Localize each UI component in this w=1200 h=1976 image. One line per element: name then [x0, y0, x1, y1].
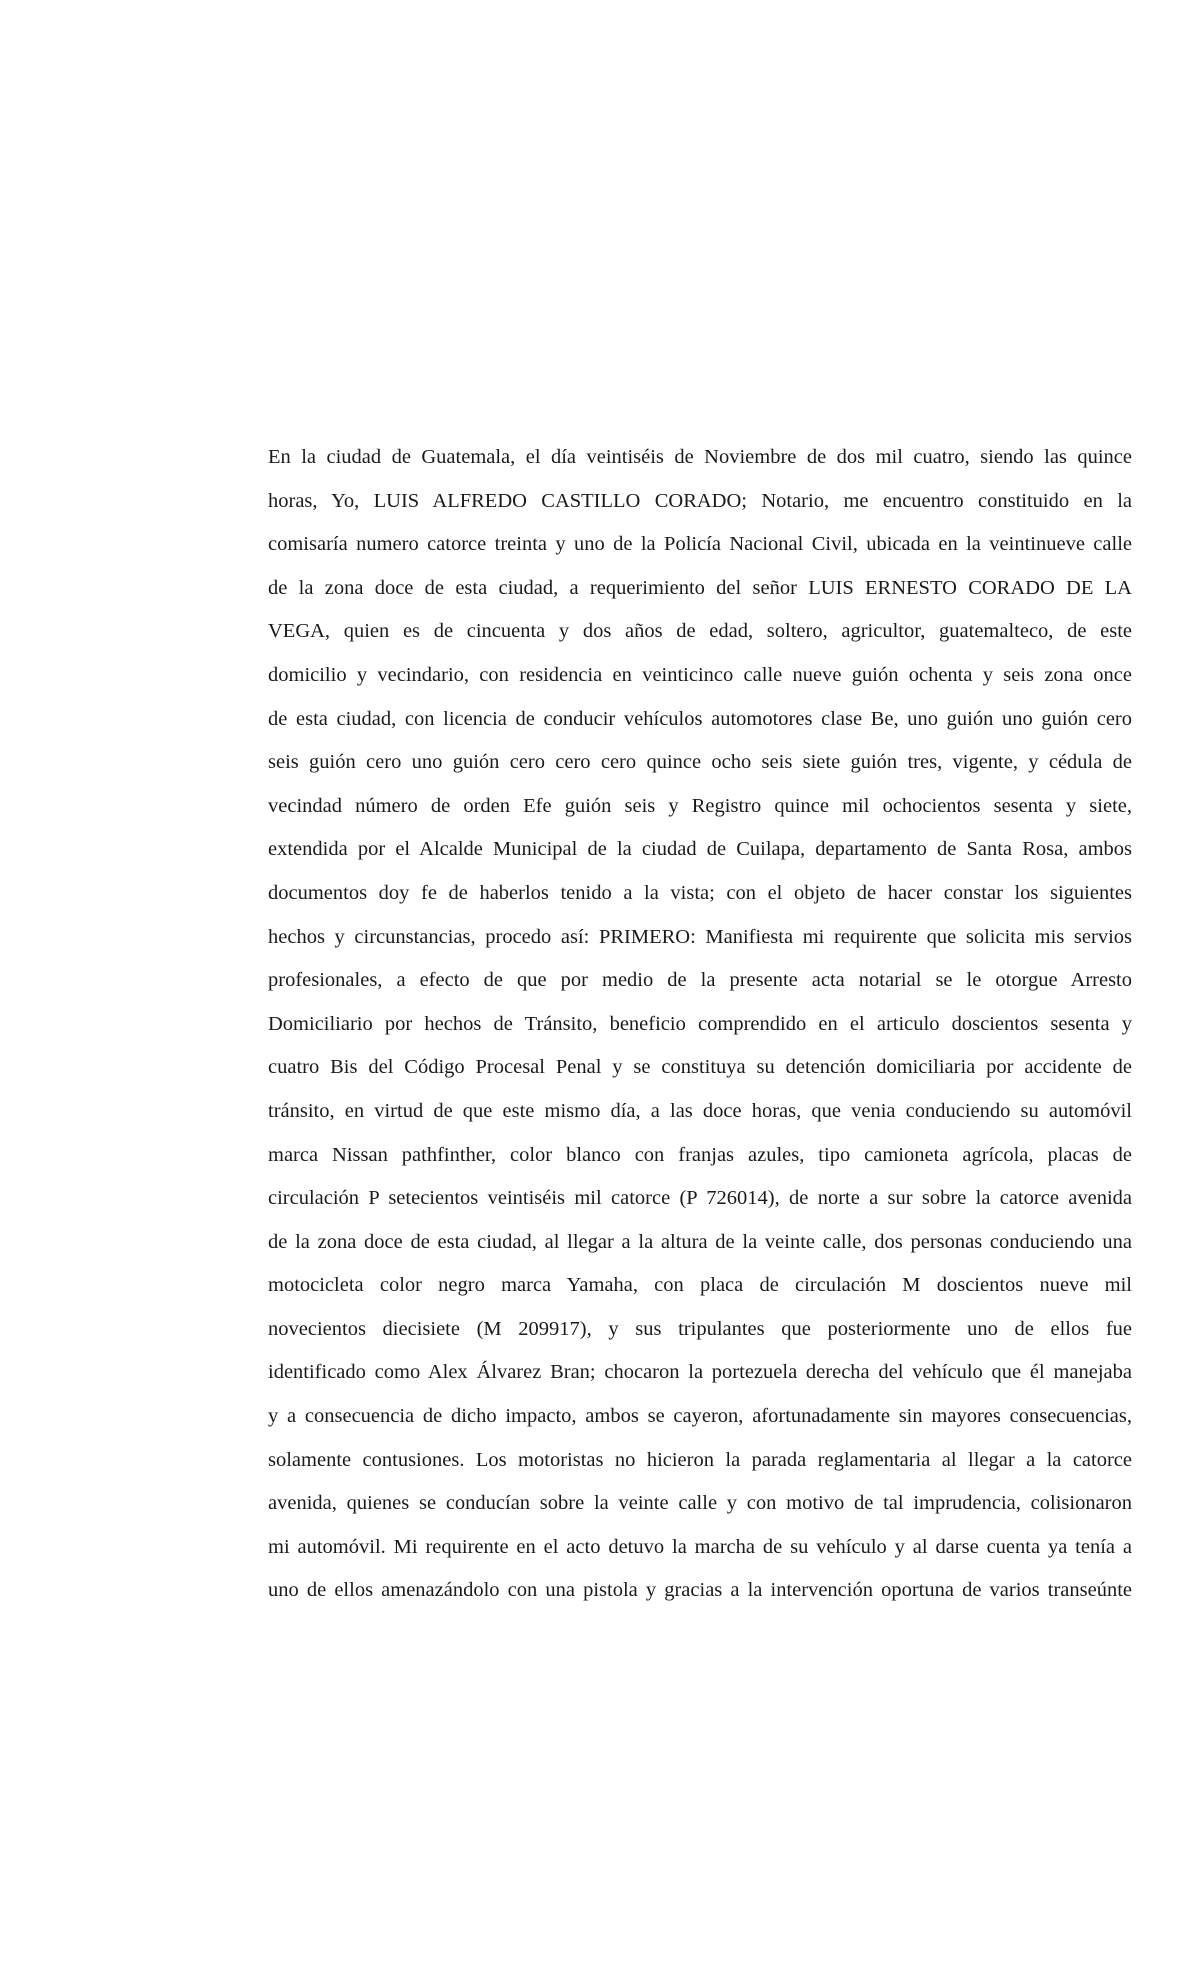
text-line: uno de ellos amenazándolo con una pistola y gracias a la intervención oportuna de varios transeúnte [268, 1579, 1132, 1602]
text-line: tránsito, en virtud de que este mismo día, a las doce horas, que venia conduciendo su automóvil [268, 1099, 1132, 1122]
text-line: vecindad número de orden Efe guión seis y Registro quince mil ochocientos sesenta y siete, [268, 794, 1132, 817]
text-line: VEGA, quien es de cincuenta y dos años de edad, soltero, agricultor, guatemalteco, de este [268, 620, 1132, 643]
text-line: extendida por el Alcalde Municipal de la ciudad de Cuilapa, departamento de Santa Rosa, ambos [268, 838, 1132, 861]
text-line: En la ciudad de Guatemala, el día veintiséis de Noviembre de dos mil cuatro, siendo las quince [268, 446, 1132, 468]
notarial-act-body [268, 436, 1132, 1613]
text-line: novecientos diecisiete (M 209917), y sus tripulantes que posteriormente uno de ellos fue [268, 1317, 1132, 1340]
text-line: circulación P setecientos veintiséis mil catorce (P 726014), de norte a sur sobre la catorce avenida [268, 1187, 1132, 1210]
text-line: de la zona doce de esta ciudad, a requerimiento del señor LUIS ERNESTO CORADO DE LA [268, 576, 1132, 599]
text-line: de la zona doce de esta ciudad, al llegar a la altura de la veinte calle, dos personas conduciendo una [268, 1230, 1132, 1253]
text-line: domicilio y vecindario, con residencia en veinticinco calle nueve guión ochenta y seis zona once [268, 663, 1132, 686]
text-line: de esta ciudad, con licencia de conducir vehículos automotores clase Be, uno guión uno guión cero [268, 707, 1132, 730]
text-line: Domiciliario por hechos de Tránsito, beneficio comprendido en el articulo doscientos sesenta y [268, 1012, 1132, 1035]
text-line: mi automóvil. Mi requirente en el acto detuvo la marcha de su vehículo y al darse cuenta ya tenía a [268, 1535, 1132, 1558]
text-line: horas, Yo, LUIS ALFREDO CASTILLO CORADO; Notario, me encuentro constituido en la [268, 489, 1132, 512]
text-line: seis guión cero uno guión cero cero cero quince ocho seis siete guión tres, vigente, y cédula de [268, 751, 1132, 774]
text-line: marca Nissan pathfinther, color blanco con franjas azules, tipo camioneta agrícola, placas de [268, 1143, 1132, 1166]
text-line: profesionales, a efecto de que por medio de la presente acta notarial se le otorgue Arresto [268, 969, 1132, 992]
text-line: comisaría numero catorce treinta y uno de la Policía Nacional Civil, ubicada en la veintinueve calle [268, 533, 1132, 556]
text-line: solamente contusiones. Los motoristas no hicieron la parada reglamentaria al llegar a la catorce [268, 1448, 1132, 1471]
text-line: hechos y circunstancias, procedo así: PRIMERO: Manifiesta mi requirente que solicita mis servios [268, 925, 1132, 948]
text-line: motocicleta color negro marca Yamaha, con placa de circulación M doscientos nueve mil [268, 1274, 1132, 1297]
text-line: cuatro Bis del Código Procesal Penal y se constituya su detención domiciliaria por accidente de [268, 1056, 1132, 1079]
text-line: avenida, quienes se conducían sobre la veinte calle y con motivo de tal imprudencia, colisionaron [268, 1492, 1132, 1515]
text-line: identificado como Alex Álvarez Bran; chocaron la portezuela derecha del vehículo que él manejaba [268, 1361, 1132, 1384]
text-line: documentos doy fe de haberlos tenido a la vista; con el objeto de hacer constar los siguientes [268, 881, 1132, 904]
text-line: y a consecuencia de dicho impacto, ambos se cayeron, afortunadamente sin mayores consecuencias, [268, 1405, 1132, 1428]
